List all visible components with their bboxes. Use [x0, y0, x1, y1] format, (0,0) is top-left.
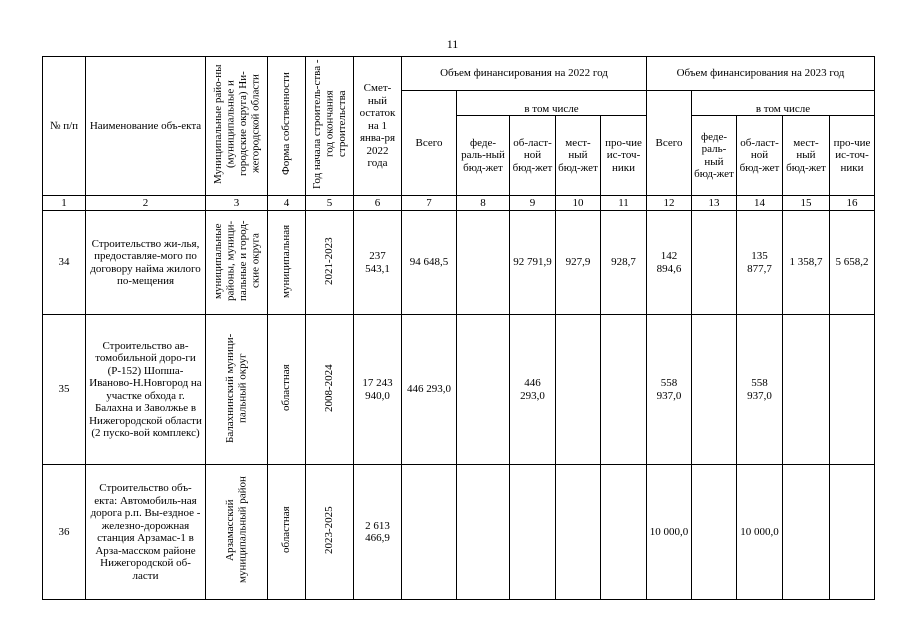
district: Арзамасский муниципальный район	[224, 476, 249, 584]
other-2022	[601, 315, 647, 465]
local-2023	[783, 315, 830, 465]
local-2023: 1 358,7	[783, 211, 830, 315]
header-district: Муниципальные райо-ны (муниципальные и городские округа) Ни-жегородской области	[211, 64, 261, 185]
header-total-2022: Всего	[402, 91, 457, 196]
row-num: 34	[43, 211, 86, 315]
header-ownership: Форма собственности	[280, 72, 293, 176]
local-2023	[783, 465, 830, 600]
regional-2022: 446 293,0	[510, 315, 556, 465]
header-federal-2022: феде-раль-ный бюд-жет	[457, 116, 510, 196]
col-number: 9	[510, 196, 556, 211]
col-number: 5	[306, 196, 354, 211]
ownership: областная	[280, 364, 293, 412]
header-fin-2022: Объем финансирования на 2022 год	[402, 57, 647, 91]
estimate: 17 243 940,0	[354, 315, 402, 465]
header-local-2022: мест-ный бюд-жет	[556, 116, 601, 196]
col-number: 2	[86, 196, 206, 211]
col-number: 12	[647, 196, 692, 211]
local-2022	[556, 465, 601, 600]
regional-2023: 10 000,0	[737, 465, 783, 600]
header-years: Год начала строитель-ства - год окончания строительства	[310, 59, 348, 189]
col-number: 10	[556, 196, 601, 211]
col-number: 15	[783, 196, 830, 211]
total-2022: 446 293,0	[402, 315, 457, 465]
object-name: Строительство жи-лья, предоставляе-мого по договору найма жилого по-мещения	[86, 211, 206, 315]
ownership: областная	[280, 506, 293, 554]
federal-2022	[457, 465, 510, 600]
col-number: 3	[206, 196, 268, 211]
local-2022	[556, 315, 601, 465]
federal-2022	[457, 211, 510, 315]
table-row	[43, 211, 875, 315]
district: муниципальные районы, муници-пальные и город-ские округа	[211, 220, 261, 302]
column-number-row	[43, 196, 875, 211]
col-number: 7	[402, 196, 457, 211]
district: Балахнинский муници-пальный округ	[224, 333, 249, 443]
header-incl-2022: в том числе	[457, 91, 647, 116]
total-2023: 10 000,0	[647, 465, 692, 600]
total-2023: 558 937,0	[647, 315, 692, 465]
total-2022	[402, 465, 457, 600]
years: 2008-2024	[323, 363, 336, 412]
header-regional-2023: об-ласт-ной бюд-жет	[737, 116, 783, 196]
header-num: № п/п	[43, 57, 86, 196]
page-number: 11	[446, 37, 459, 51]
estimate: 2 613 466,9	[354, 465, 402, 600]
regional-2022	[510, 465, 556, 600]
col-number: 8	[457, 196, 510, 211]
federal-2023	[692, 211, 737, 315]
row-num: 35	[43, 315, 86, 465]
col-number: 14	[737, 196, 783, 211]
other-2023: 5 658,2	[830, 211, 875, 315]
header-other-2023: про-чие ис-точ-ники	[830, 116, 875, 196]
object-name: Строительство ав-томобильной доро-ги (Р-152) Шопша-Иваново-Н.Новгород на участке обхода г. Балахна и Заволжье в Нижегородской области (2 пуско-вой комплекс)	[86, 315, 206, 465]
object-name: Строительство объ-екта: Автомобиль-ная дорога р.п. Вы-ездное - железно-дорожная станция Арзамас-1 в Арза-масском районе Нижегородской об-ласти	[86, 465, 206, 600]
header-estimate: Смет-ный остаток на 1 янва-ря 2022 года	[354, 57, 402, 196]
header-federal-2023: феде-раль-ный бюд-жет	[692, 116, 737, 196]
years: 2023-2025	[323, 506, 336, 555]
other-2022: 928,7	[601, 211, 647, 315]
federal-2022	[457, 315, 510, 465]
col-number: 11	[601, 196, 647, 211]
total-2022: 94 648,5	[402, 211, 457, 315]
col-number: 13	[692, 196, 737, 211]
header-incl-2023: в том числе	[692, 91, 875, 116]
header-name: Наименование объ-екта	[86, 57, 206, 196]
table-row	[43, 465, 875, 600]
table-row	[43, 315, 875, 465]
estimate: 237 543,1	[354, 211, 402, 315]
regional-2022: 92 791,9	[510, 211, 556, 315]
header-total-2023: Всего	[647, 91, 692, 196]
federal-2023	[692, 315, 737, 465]
header-local-2023: мест-ный бюд-жет	[783, 116, 830, 196]
regional-2023: 558 937,0	[737, 315, 783, 465]
header-fin-2023: Объем финансирования на 2023 год	[647, 57, 875, 91]
federal-2023	[692, 465, 737, 600]
header-other-2022: про-чие ис-точ-ники	[601, 116, 647, 196]
col-number: 16	[830, 196, 875, 211]
col-number: 4	[268, 196, 306, 211]
local-2022: 927,9	[556, 211, 601, 315]
other-2023	[830, 315, 875, 465]
other-2022	[601, 465, 647, 600]
other-2023	[830, 465, 875, 600]
total-2023: 142 894,6	[647, 211, 692, 315]
years: 2021-2023	[323, 236, 336, 285]
financing-table	[42, 56, 875, 600]
row-num: 36	[43, 465, 86, 600]
regional-2023: 135 877,7	[737, 211, 783, 315]
header-regional-2022: об-ласт-ной бюд-жет	[510, 116, 556, 196]
col-number: 6	[354, 196, 402, 211]
ownership: муниципальная	[280, 224, 293, 298]
col-number: 1	[43, 196, 86, 211]
